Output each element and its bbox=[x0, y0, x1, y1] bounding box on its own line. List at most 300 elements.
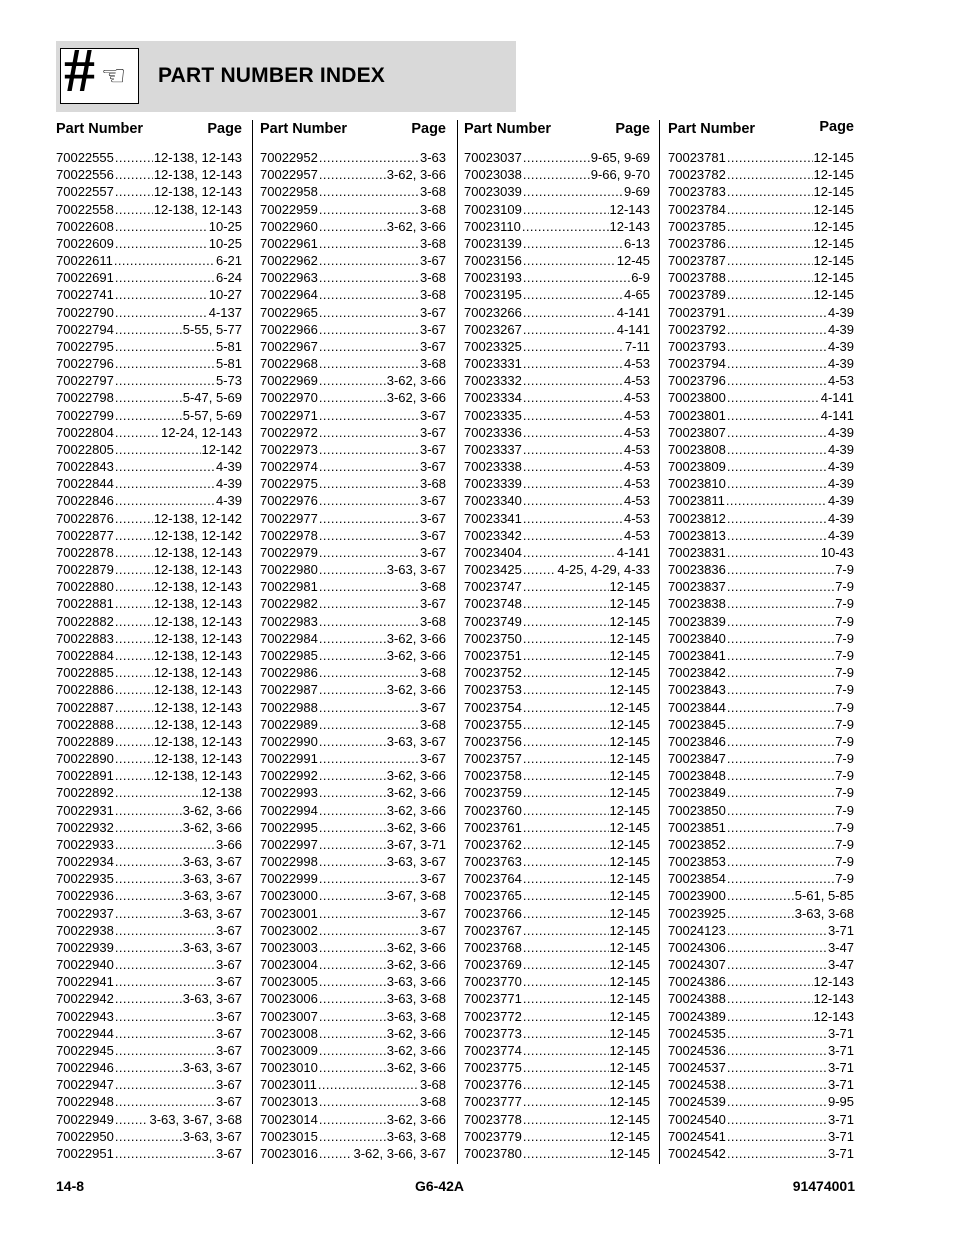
dot-leader bbox=[115, 510, 153, 527]
page-reference: 12-145 bbox=[609, 854, 650, 870]
page-reference: 12-138, 12-143 bbox=[153, 184, 242, 200]
page-reference: 3-68 bbox=[419, 579, 446, 595]
index-entry bbox=[668, 149, 854, 166]
dot-leader bbox=[727, 836, 834, 853]
part-number: 70022962 bbox=[260, 253, 318, 269]
page-reference: 4-39 bbox=[827, 493, 854, 509]
part-number: 70023809 bbox=[668, 459, 726, 475]
dot-leader bbox=[115, 389, 182, 406]
dot-leader bbox=[522, 218, 609, 235]
dot-leader bbox=[523, 922, 609, 939]
dot-leader bbox=[727, 304, 827, 321]
dot-leader bbox=[523, 338, 624, 355]
index-entry bbox=[668, 235, 854, 252]
part-number: 70022558 bbox=[56, 201, 114, 217]
page-reference: 3-63, 3-67 bbox=[182, 888, 242, 904]
page-reference: 3-67 bbox=[419, 544, 446, 560]
part-number: 70023851 bbox=[668, 819, 726, 835]
part-number: 70022971 bbox=[260, 407, 318, 423]
page-reference: 4-53 bbox=[623, 424, 650, 440]
page-reference: 12-145 bbox=[609, 716, 650, 732]
page-reference: 3-67 bbox=[215, 922, 242, 938]
dot-leader bbox=[523, 372, 623, 389]
page-reference: 4-39 bbox=[827, 304, 854, 320]
index-entry bbox=[668, 166, 854, 183]
dot-leader bbox=[727, 544, 820, 561]
page-reference: 12-145 bbox=[813, 201, 854, 217]
page-reference: 3-71 bbox=[827, 1145, 854, 1161]
page-reference: 3-71 bbox=[827, 922, 854, 938]
part-number: 70023753 bbox=[464, 682, 522, 698]
part-number: 70023925 bbox=[668, 905, 726, 921]
index-entry bbox=[464, 870, 650, 887]
page-reference: 10-25 bbox=[208, 235, 242, 251]
dot-leader bbox=[319, 973, 386, 990]
column-header bbox=[56, 119, 242, 149]
part-number: 70024307 bbox=[668, 957, 726, 973]
dot-leader bbox=[523, 1093, 609, 1110]
index-entry bbox=[56, 527, 242, 544]
page-reference: 7-9 bbox=[835, 751, 854, 767]
part-number: 70023765 bbox=[464, 888, 522, 904]
index-entry bbox=[464, 939, 650, 956]
page-reference: 7-9 bbox=[835, 802, 854, 818]
part-number: 70023784 bbox=[668, 201, 726, 217]
dot-leader bbox=[727, 578, 834, 595]
dot-leader bbox=[523, 578, 609, 595]
page-reference: 12-145 bbox=[609, 699, 650, 715]
part-number: 70022982 bbox=[260, 596, 318, 612]
dot-leader bbox=[115, 853, 182, 870]
index-entry bbox=[56, 716, 242, 733]
page-reference: 12-138, 12-143 bbox=[153, 682, 242, 698]
part-number: 70022942 bbox=[56, 991, 114, 1007]
index-entry bbox=[464, 887, 650, 904]
index-entry bbox=[464, 201, 650, 218]
page-reference: 12-145 bbox=[813, 270, 854, 286]
page-reference: 3-67 bbox=[419, 510, 446, 526]
part-number: 70024542 bbox=[668, 1145, 726, 1161]
part-number: 70023011 bbox=[260, 1077, 317, 1093]
index-entry bbox=[56, 252, 242, 269]
index-entry bbox=[668, 922, 854, 939]
index-entry bbox=[56, 149, 242, 166]
index-entry bbox=[260, 424, 446, 441]
page-reference: 12-145 bbox=[609, 1128, 650, 1144]
part-number: 70024537 bbox=[668, 1060, 726, 1076]
part-number: 70024538 bbox=[668, 1077, 726, 1093]
page-reference: 3-62, 3-66 bbox=[386, 957, 446, 973]
page-reference: 3-67 bbox=[419, 527, 446, 543]
dot-leader bbox=[115, 973, 215, 990]
part-number: 70022946 bbox=[56, 1060, 114, 1076]
dot-leader bbox=[727, 321, 827, 338]
index-entry bbox=[464, 252, 650, 269]
page-reference: 12-145 bbox=[609, 974, 650, 990]
part-number: 70022935 bbox=[56, 871, 114, 887]
dot-leader bbox=[727, 595, 834, 612]
page-reference: 3-67 bbox=[419, 922, 446, 938]
dot-leader bbox=[523, 321, 616, 338]
part-number: 70022995 bbox=[260, 819, 318, 835]
page-reference: 7-9 bbox=[835, 596, 854, 612]
dot-leader bbox=[115, 939, 182, 956]
index-entry bbox=[260, 355, 446, 372]
dot-leader bbox=[523, 510, 623, 527]
part-number: 70022970 bbox=[260, 390, 318, 406]
page-reference: 7-9 bbox=[835, 768, 854, 784]
index-entry bbox=[464, 750, 650, 767]
index-entry bbox=[56, 956, 242, 973]
index-entry bbox=[260, 716, 446, 733]
index-entry bbox=[260, 681, 446, 698]
dot-leader bbox=[319, 990, 386, 1007]
index-entry bbox=[56, 183, 242, 200]
index-entry bbox=[56, 681, 242, 698]
index-entry bbox=[668, 458, 854, 475]
part-number: 70023767 bbox=[464, 922, 522, 938]
part-number: 70022972 bbox=[260, 424, 318, 440]
index-entry bbox=[668, 1128, 854, 1145]
index-entry bbox=[668, 802, 854, 819]
index-entry bbox=[56, 544, 242, 561]
index-entry bbox=[464, 510, 650, 527]
index-entry bbox=[668, 1025, 854, 1042]
part-number: 70022877 bbox=[56, 527, 114, 543]
dot-leader bbox=[523, 561, 557, 578]
index-entry bbox=[260, 1059, 446, 1076]
index-entry bbox=[668, 939, 854, 956]
part-number: 70023786 bbox=[668, 235, 726, 251]
page-reference: 7-11 bbox=[624, 338, 650, 354]
page-reference: 3-68 bbox=[419, 1077, 446, 1093]
page-reference: 7-9 bbox=[835, 854, 854, 870]
part-number: 70023010 bbox=[260, 1060, 318, 1076]
part-number: 70023037 bbox=[464, 150, 522, 165]
page-reference: 12-145 bbox=[609, 1025, 650, 1041]
page-heading: Page bbox=[207, 121, 242, 137]
page-reference: 9-95 bbox=[827, 1094, 854, 1110]
index-entry bbox=[56, 201, 242, 218]
part-number: 70022876 bbox=[56, 510, 114, 526]
page-reference: 3-63, 3-67 bbox=[182, 939, 242, 955]
index-entry bbox=[56, 647, 242, 664]
dot-leader bbox=[115, 544, 153, 561]
dot-leader bbox=[319, 218, 386, 235]
index-entry bbox=[464, 458, 650, 475]
index-entry bbox=[56, 767, 242, 784]
index-entry bbox=[668, 1059, 854, 1076]
page-reference: 6-9 bbox=[631, 270, 650, 286]
part-number: 70023849 bbox=[668, 785, 726, 801]
page-reference: 4-141 bbox=[820, 390, 854, 406]
index-entry bbox=[56, 1145, 242, 1162]
index-entry bbox=[464, 183, 650, 200]
index-column-4 bbox=[668, 119, 854, 1162]
dot-leader bbox=[115, 1128, 182, 1145]
index-entry bbox=[668, 990, 854, 1007]
index-entry bbox=[56, 510, 242, 527]
part-number: 70023752 bbox=[464, 665, 522, 681]
index-entry bbox=[260, 922, 446, 939]
index-entry bbox=[56, 321, 242, 338]
dot-leader bbox=[319, 269, 419, 286]
index-entry bbox=[668, 767, 854, 784]
part-number: 70022882 bbox=[56, 613, 114, 629]
index-entry bbox=[260, 201, 446, 218]
part-number: 70023846 bbox=[668, 733, 726, 749]
page-reference: 3-71 bbox=[827, 1128, 854, 1144]
part-number: 70022963 bbox=[260, 270, 318, 286]
dot-leader bbox=[319, 149, 419, 166]
page-reference: 10-25 bbox=[208, 218, 242, 234]
dot-leader bbox=[726, 492, 827, 509]
index-entry bbox=[260, 1128, 446, 1145]
part-number: 70023748 bbox=[464, 596, 522, 612]
index-entry bbox=[56, 1008, 242, 1025]
index-entry bbox=[56, 1093, 242, 1110]
index-entry bbox=[56, 630, 242, 647]
part-number: 70023776 bbox=[464, 1077, 522, 1093]
part-number: 70023757 bbox=[464, 751, 522, 767]
part-number: 70023006 bbox=[260, 991, 318, 1007]
index-entry bbox=[668, 733, 854, 750]
part-number: 70022986 bbox=[260, 665, 318, 681]
page-reference: 12-145 bbox=[609, 939, 650, 955]
dot-leader bbox=[727, 355, 827, 372]
dot-leader bbox=[523, 269, 630, 286]
dot-leader bbox=[115, 595, 153, 612]
part-number: 70023038 bbox=[464, 167, 522, 183]
part-number: 70023193 bbox=[464, 270, 522, 286]
index-entry bbox=[464, 321, 650, 338]
index-entry bbox=[260, 750, 446, 767]
dot-leader bbox=[523, 475, 623, 492]
page-reference: 12-138, 12-142 bbox=[153, 527, 242, 543]
part-number: 70022937 bbox=[56, 905, 114, 921]
page-reference: 12-145 bbox=[813, 167, 854, 183]
part-number: 70023772 bbox=[464, 1008, 522, 1024]
part-number: 70022984 bbox=[260, 630, 318, 646]
index-entry bbox=[260, 407, 446, 424]
index-entry bbox=[464, 441, 650, 458]
index-entry bbox=[464, 544, 650, 561]
page-reference: 3-68 bbox=[419, 665, 446, 681]
dot-leader bbox=[114, 252, 215, 269]
part-number: 70023789 bbox=[668, 287, 726, 303]
index-entry bbox=[464, 389, 650, 406]
part-number: 70022795 bbox=[56, 338, 114, 354]
page-reference: 12-138, 12-143 bbox=[153, 150, 242, 165]
page-reference: 12-145 bbox=[609, 922, 650, 938]
part-number: 70023759 bbox=[464, 785, 522, 801]
part-number: 70022973 bbox=[260, 441, 318, 457]
index-entry bbox=[668, 578, 854, 595]
part-number: 70023794 bbox=[668, 356, 726, 372]
part-number: 70023337 bbox=[464, 441, 522, 457]
part-number: 70023110 bbox=[464, 218, 521, 234]
index-entry bbox=[56, 1076, 242, 1093]
page-reference: 3-62, 3-66 bbox=[386, 167, 446, 183]
part-number-heading: Part Number bbox=[668, 121, 756, 137]
dot-leader bbox=[523, 149, 590, 166]
dot-leader bbox=[115, 716, 153, 733]
dot-leader bbox=[523, 887, 609, 904]
page-reference: 4-141 bbox=[616, 321, 650, 337]
index-entry bbox=[668, 887, 854, 904]
index-entry bbox=[464, 218, 650, 235]
page-reference: 7-9 bbox=[835, 579, 854, 595]
part-number: 70024536 bbox=[668, 1042, 726, 1058]
page-reference: 7-9 bbox=[835, 699, 854, 715]
index-entry bbox=[56, 733, 242, 750]
part-number: 70024386 bbox=[668, 974, 726, 990]
part-number: 70023771 bbox=[464, 991, 522, 1007]
part-number: 70022555 bbox=[56, 150, 114, 165]
page-reference: 3-67 bbox=[215, 1094, 242, 1110]
part-number: 70022887 bbox=[56, 699, 114, 715]
part-number: 70022992 bbox=[260, 768, 318, 784]
part-number: 70023342 bbox=[464, 527, 522, 543]
index-entry bbox=[464, 149, 650, 166]
index-entry bbox=[56, 218, 242, 235]
page-reference: 4-65 bbox=[623, 287, 650, 303]
dot-leader bbox=[319, 407, 419, 424]
part-number: 70023838 bbox=[668, 596, 726, 612]
index-entry bbox=[260, 595, 446, 612]
part-number: 70022943 bbox=[56, 1008, 114, 1024]
index-entry bbox=[260, 218, 446, 235]
part-number: 70022888 bbox=[56, 716, 114, 732]
footer-model: G6-42A bbox=[415, 1178, 465, 1194]
index-entry bbox=[668, 973, 854, 990]
page-reference: 4-25, 4-29, 4-33 bbox=[557, 562, 650, 578]
index-entry bbox=[668, 269, 854, 286]
index-entry bbox=[464, 1059, 650, 1076]
dot-leader bbox=[115, 664, 153, 681]
index-entry bbox=[464, 424, 650, 441]
part-number: 70022977 bbox=[260, 510, 318, 526]
dot-leader bbox=[523, 699, 609, 716]
part-number: 70022978 bbox=[260, 527, 318, 543]
page-reference: 12-145 bbox=[813, 253, 854, 269]
dot-leader bbox=[523, 784, 609, 801]
index-entry bbox=[668, 836, 854, 853]
dot-leader bbox=[727, 1111, 827, 1128]
dot-leader bbox=[115, 321, 182, 338]
dot-leader bbox=[115, 887, 182, 904]
page-reference: 12-145 bbox=[609, 1111, 650, 1127]
dot-leader bbox=[727, 475, 827, 492]
dot-leader bbox=[523, 630, 609, 647]
dot-leader bbox=[319, 767, 386, 784]
index-entry bbox=[260, 905, 446, 922]
dot-leader bbox=[727, 733, 834, 750]
index-entry bbox=[464, 990, 650, 1007]
index-entry bbox=[260, 870, 446, 887]
index-entry bbox=[668, 321, 854, 338]
part-number: 70023837 bbox=[668, 579, 726, 595]
dot-leader bbox=[319, 527, 419, 544]
index-entry bbox=[464, 1093, 650, 1110]
part-number: 70023001 bbox=[260, 905, 318, 921]
dot-leader bbox=[115, 1093, 215, 1110]
index-entry bbox=[464, 836, 650, 853]
index-entry bbox=[260, 1145, 446, 1162]
page-reference: 12-143 bbox=[813, 991, 854, 1007]
dot-leader bbox=[523, 767, 609, 784]
part-number: 70022968 bbox=[260, 356, 318, 372]
index-entry bbox=[668, 338, 854, 355]
dot-leader bbox=[319, 647, 386, 664]
dot-leader bbox=[523, 973, 609, 990]
index-entry bbox=[668, 664, 854, 681]
part-number: 70022974 bbox=[260, 459, 318, 475]
index-entry bbox=[260, 510, 446, 527]
index-entry bbox=[56, 475, 242, 492]
part-number: 70022846 bbox=[56, 493, 114, 509]
part-number: 70023156 bbox=[464, 253, 522, 269]
page-reference: 7-9 bbox=[835, 682, 854, 698]
index-entry bbox=[464, 853, 650, 870]
dot-leader bbox=[115, 1008, 215, 1025]
page-reference: 3-67 bbox=[419, 407, 446, 423]
dot-leader bbox=[115, 699, 153, 716]
index-entry bbox=[260, 527, 446, 544]
dot-leader bbox=[727, 973, 813, 990]
part-number: 70023760 bbox=[464, 802, 522, 818]
index-entry bbox=[464, 922, 650, 939]
dot-leader bbox=[523, 819, 609, 836]
dot-leader bbox=[523, 286, 623, 303]
page-reference: 4-39 bbox=[215, 476, 242, 492]
dot-leader bbox=[115, 1145, 215, 1162]
dot-leader bbox=[727, 458, 827, 475]
part-number: 70023839 bbox=[668, 613, 726, 629]
page-reference: 7-9 bbox=[835, 647, 854, 663]
page-reference: 3-63, 3-67 bbox=[182, 905, 242, 921]
index-entry bbox=[260, 819, 446, 836]
dot-leader bbox=[523, 853, 609, 870]
page-reference: 12-145 bbox=[609, 665, 650, 681]
part-number: 70023763 bbox=[464, 854, 522, 870]
part-number: 70022804 bbox=[56, 424, 114, 440]
part-number: 70022960 bbox=[260, 218, 318, 234]
page-reference: 3-62, 3-66 bbox=[386, 682, 446, 698]
part-number: 70023812 bbox=[668, 510, 726, 526]
page-reference: 7-9 bbox=[835, 613, 854, 629]
dot-leader bbox=[727, 372, 827, 389]
page-reference: 12-145 bbox=[609, 1077, 650, 1093]
page-heading: Page bbox=[819, 119, 854, 135]
index-entry bbox=[464, 527, 650, 544]
page-reference: 9-69 bbox=[623, 184, 650, 200]
part-number: 70022980 bbox=[260, 562, 318, 578]
dot-leader bbox=[115, 561, 153, 578]
index-entry bbox=[464, 595, 650, 612]
index-entry bbox=[260, 1008, 446, 1025]
page-reference: 12-145 bbox=[609, 905, 650, 921]
dot-leader bbox=[523, 681, 609, 698]
dot-leader bbox=[727, 1042, 827, 1059]
index-entry bbox=[668, 355, 854, 372]
index-rows bbox=[668, 149, 854, 1162]
page-reference: 3-63, 3-68 bbox=[386, 1128, 446, 1144]
dot-leader bbox=[319, 510, 419, 527]
dot-leader bbox=[319, 870, 419, 887]
page-reference: 3-47 bbox=[827, 939, 854, 955]
part-number: 70022949 bbox=[56, 1111, 114, 1127]
